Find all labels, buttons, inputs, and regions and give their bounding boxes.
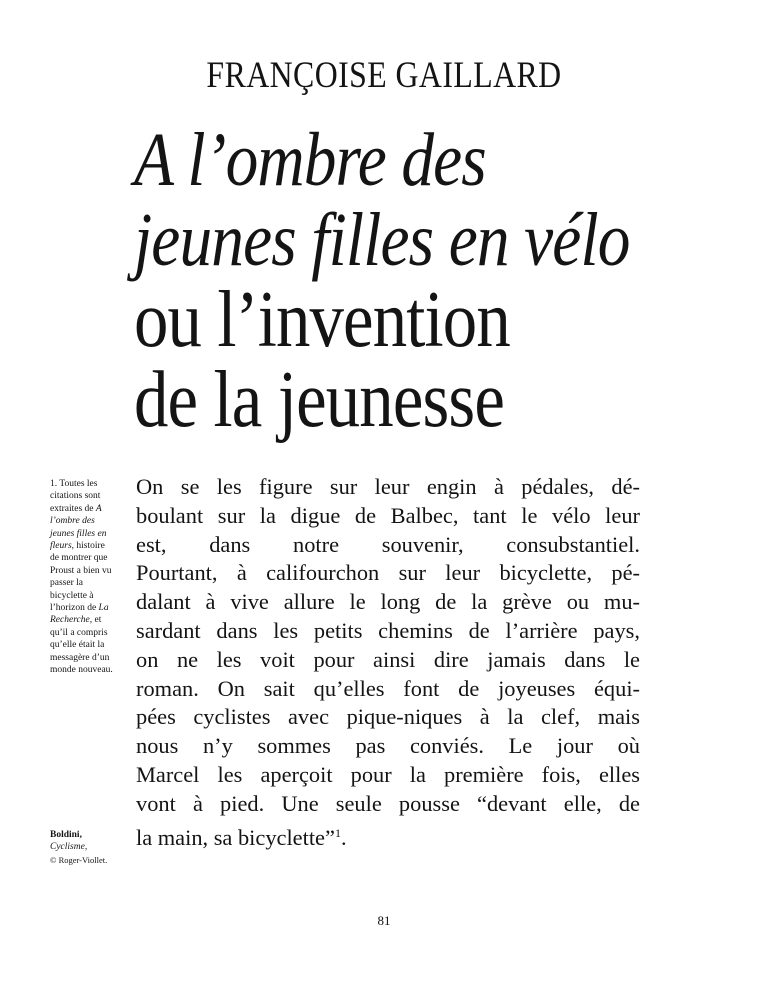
body-line: la main, sa bicyclette” — [136, 824, 335, 850]
body-line: on ne les voit pour ainsi dire jamais dans le — [136, 646, 640, 672]
body-line: nous n’y sommes pas conviés. Le jour où — [136, 733, 640, 759]
sidenote-work-title-2: La Recherche — [50, 603, 109, 626]
body-line-last — [136, 819, 640, 853]
caption-artwork: Cyclisme, — [50, 842, 88, 853]
body-line: dalant à vive allure le long de la grève ou mu- — [136, 589, 640, 615]
sidenote-text-before: Toutes les citations sont extraites de — [50, 479, 101, 514]
body-line: boulant sur la digue de Balbec, tant le vélo leur — [136, 502, 640, 528]
sidenote-text-mid: , histoire de montrer que Proust a bien vu passer la bicyclette à l’horizon de — [50, 541, 112, 614]
body-line: pées cyclistes avec pique-niques à la clef, mais — [136, 704, 640, 730]
caption-artist: Boldini, — [50, 830, 82, 840]
body-line: roman. On sait qu’elles font de joyeuses équi- — [136, 675, 640, 701]
article-title — [134, 118, 754, 444]
body-line: sardant dans les petits chemins de l’arrière pays, — [136, 617, 640, 643]
image-caption — [50, 829, 120, 867]
sidenote-text-after: , et qu’il a compris qu’elle était la messagère d’un monde nouveau. — [50, 615, 113, 676]
body-paragraph — [136, 473, 640, 852]
title-line-3: ou l’invention — [134, 276, 510, 364]
body-line: On se les figure sur leur engin à pédales, dé- — [136, 474, 640, 499]
body-line: vont à pied. Une seule pousse “devant elle, de — [136, 790, 640, 816]
title-line-1: A l’ombre des — [134, 118, 486, 202]
body-line: est, dans notre souvenir, consubstantiel. — [136, 531, 640, 557]
body-line: Marcel les aperçoit pour la première fois, elles — [136, 761, 640, 787]
sidenote — [50, 478, 116, 677]
page-number: 81 — [377, 913, 391, 928]
title-line-2: jeunes filles en vélo — [134, 198, 630, 282]
body-end-period: . — [340, 824, 347, 850]
title-line-4: de la jeunesse — [134, 356, 505, 444]
caption-credit: © Roger-Viollet. — [50, 854, 108, 865]
sidenote-work-title: A l’ombre des jeunes filles en fleurs — [50, 503, 107, 552]
body-line: Pourtant, à califourchon sur leur bicyclette, pé- — [136, 560, 640, 586]
author-name: FRANÇOISE GAILLARD — [206, 55, 562, 96]
footnote-reference[interactable]: 1 — [334, 825, 341, 840]
sidenote-number: 1. — [50, 479, 58, 489]
